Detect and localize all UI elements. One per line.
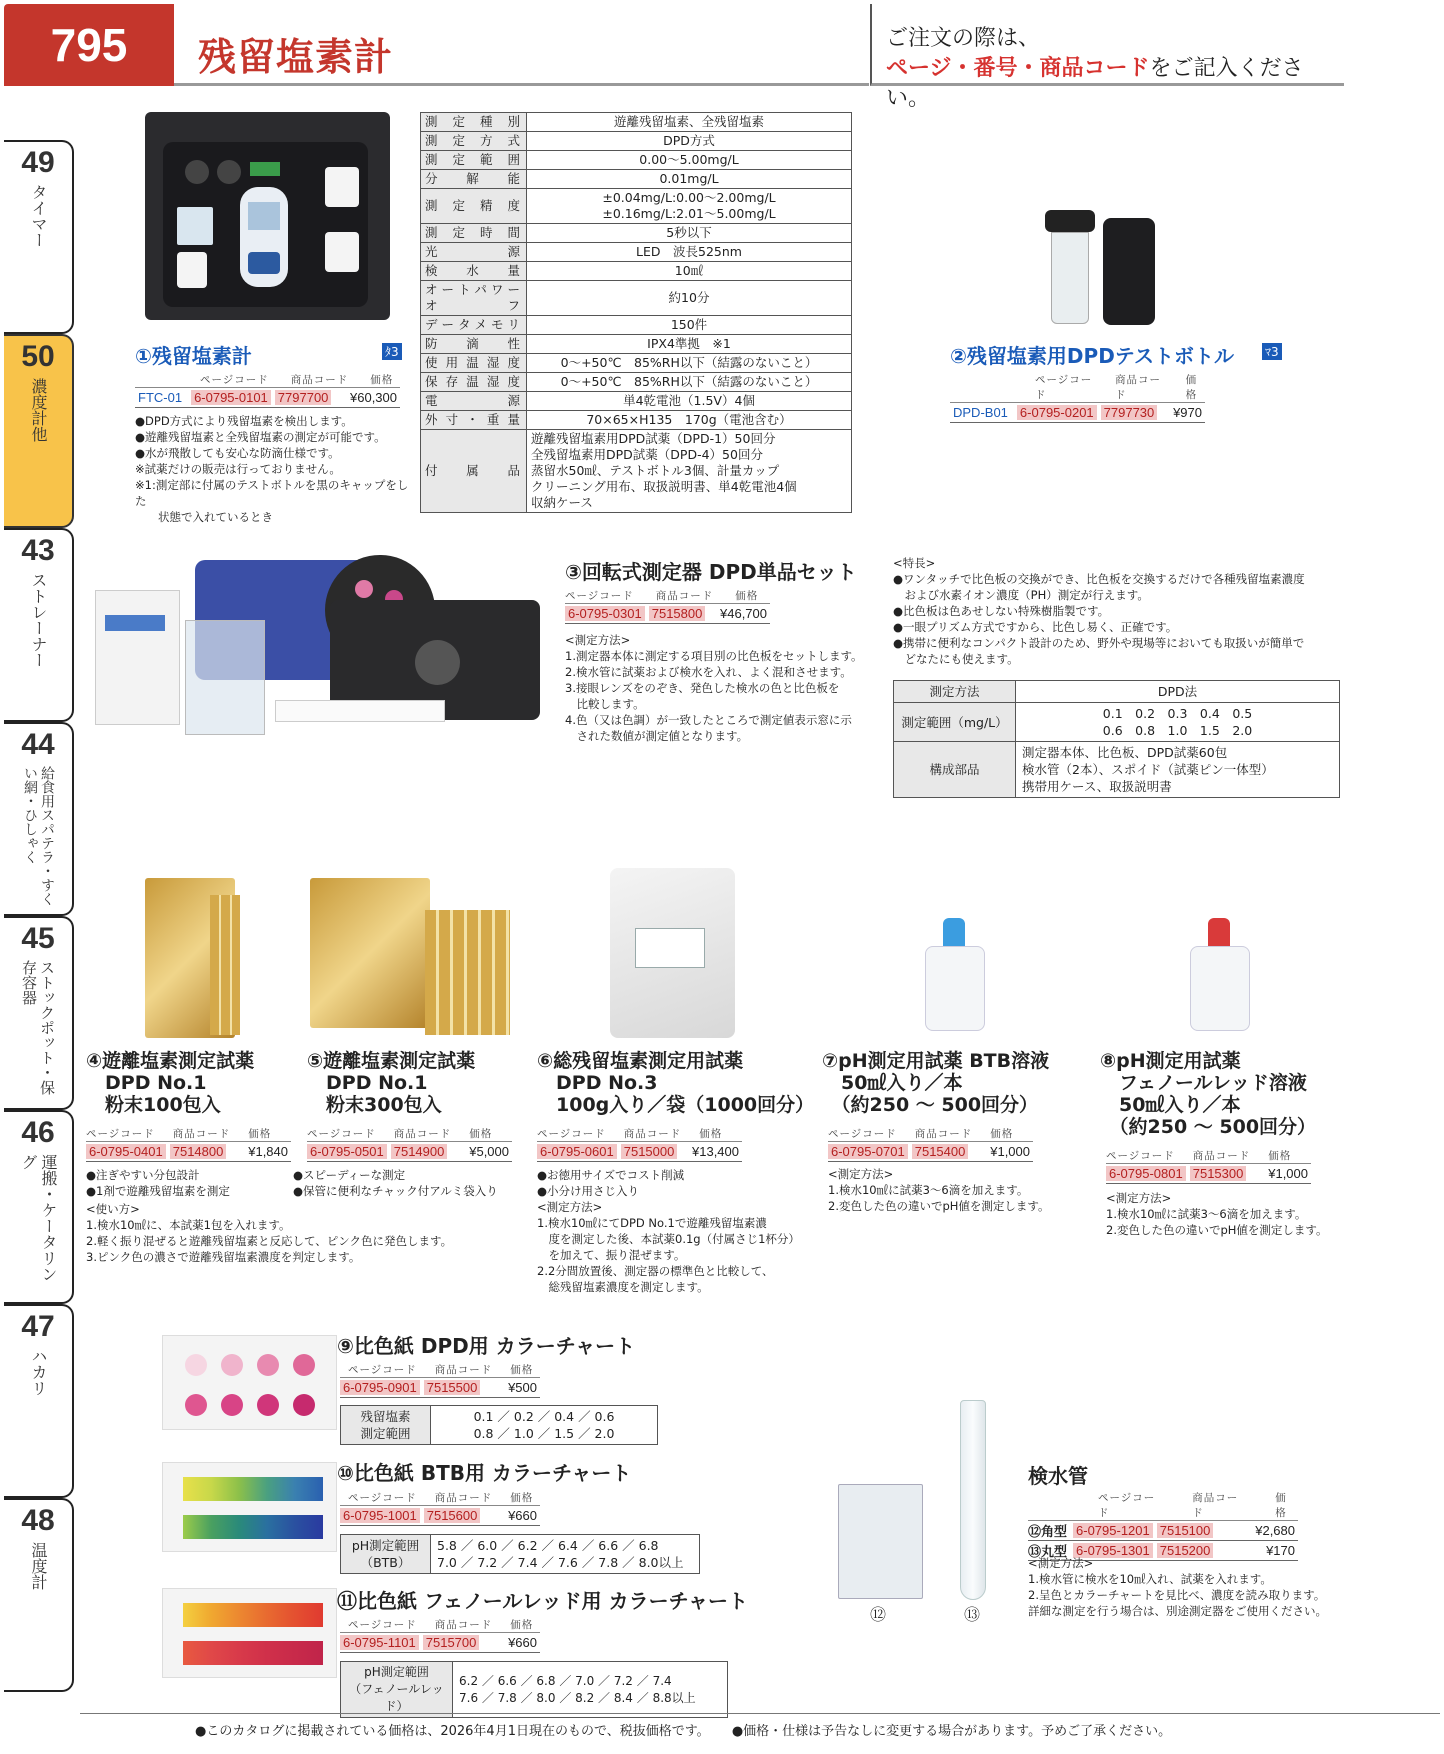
p9-val: 0.1 ／ 0.2 ／ 0.4 ／ 0.6 0.8 ／ 1.0 ／ 1.5 ／ 2.0	[431, 1406, 658, 1445]
price: ¥660	[508, 1508, 537, 1523]
spec-key: 外寸・重量	[421, 411, 527, 430]
tab-num: 50	[21, 340, 55, 373]
code-head-page: ページコード	[307, 1128, 376, 1140]
item-code: 7797730	[1101, 405, 1158, 420]
p9-key: 残留塩素 測定範囲	[341, 1406, 431, 1445]
product-12-notes: <測定方法> 1.検水管に検水を10㎖入れ、試薬を入れます。 2.呈色とカラーチャートを見比べ、濃度を読み取ります。 詳細な測定を行う場合は、別途測定器をご使用ください。	[1028, 1556, 1327, 1618]
product-12-title: 検水管	[1028, 1464, 1088, 1488]
item-code: 7515500	[424, 1380, 481, 1395]
product-3-table	[893, 680, 1340, 798]
product-image-dpd300-sticks	[425, 910, 510, 1035]
product-4-codes	[86, 1126, 291, 1162]
product-image-dpd100-sticks	[210, 895, 240, 1035]
spec-value: 5秒以下	[527, 224, 852, 243]
spec-key: オートパワーオフ	[421, 281, 527, 316]
product-1-notes: ●DPD方式により残留塩素を検出します。 ●遊離残留塩素と全残留塩素の測定が可能です。 ●水が飛散しても安心な防滴仕様です。 ※試薬だけの販売は行っておりません。 ※1:測定部に付属のテストボトルを黒のキャップをした 状態で入れているとき	[135, 414, 409, 524]
tab-label: タイマー	[29, 184, 48, 248]
code-head-page: ページコード	[1098, 1492, 1156, 1519]
page-title: 残留塩素計	[198, 35, 394, 79]
code-head-item: 商品コード	[434, 1619, 493, 1631]
code-head-item: 商品コード	[1192, 1150, 1251, 1162]
product-2-codes	[950, 372, 1205, 423]
tab-46[interactable]	[4, 1110, 74, 1304]
p10-val: 5.8 ／ 6.0 ／ 6.2 ／ 6.4 ／ 6.6 ／ 6.8 7.0 ／ 7.2 ／ 7.4 ／ 7.6 ／ 7.8 ／ 8.0以上	[431, 1535, 700, 1574]
tab-50[interactable]	[4, 334, 74, 528]
page-code: DPD-B01	[953, 405, 1008, 420]
tab-label: ストレーナー	[29, 572, 48, 668]
code-head-item: 商品コード	[393, 1128, 452, 1140]
spec-value: 0.00〜5.00mg/L	[527, 151, 852, 170]
tab-44[interactable]	[4, 722, 74, 916]
price: ¥60,300	[350, 390, 397, 405]
code-head-page: ページコード	[828, 1128, 897, 1140]
spec-key: 付属品	[421, 430, 527, 513]
spec-value: 約10分	[527, 281, 852, 316]
product-3-codes	[565, 588, 770, 624]
product-image-dpd-chart	[162, 1335, 337, 1430]
p11-val: 6.2 ／ 6.6 ／ 6.8 ／ 7.0 ／ 7.2 ／ 7.4 7.6 ／ 7.8 ／ 8.0 ／ 8.2 ／ 8.4 ／ 8.8以上	[453, 1662, 728, 1718]
product-6-codes	[537, 1126, 742, 1162]
product-image-phenol-chart	[162, 1588, 337, 1678]
price: ¥13,400	[692, 1144, 739, 1159]
item-code: 7515300	[1190, 1166, 1247, 1181]
spec-value: 0〜+50℃ 85%RH以下（結露のないこと）	[527, 354, 852, 373]
product-45-usage: <使い方> 1.検水10㎖に、本試薬1包を入れます。 2.軽く振り混ぜると遊離残留塩素と反応して、ピンク色に発色します。 3.ピンク色の濃さで遊離残留塩素濃度を判定します。	[86, 1202, 453, 1264]
product-12-codes	[1028, 1490, 1298, 1561]
spec-key: 使用温湿度	[421, 354, 527, 373]
product-image-dpd300	[310, 878, 430, 1028]
spec-value: 150件	[527, 316, 852, 335]
spec-key: 測定精度	[421, 189, 527, 224]
product-2-tag: ﾏ3	[1262, 343, 1282, 360]
spec-row	[421, 189, 852, 224]
page-number: 795	[4, 4, 174, 86]
code-head-page: ページコード	[1035, 374, 1093, 401]
spec-value: IPX4準拠 ※1	[527, 335, 852, 354]
spec-row	[421, 411, 852, 430]
product-3-features: <特長> ●ワンタッチで比色板の交換ができ、比色板を交換するだけで各種残留塩素濃度 および水素イオン濃度（PH）測定が行えます。 ●比色板は色あせしない特殊樹脂製です。 ●一眼プリズム方式ですから、比色し易く、正確です。 ●携帯に便利なコンパクト設計のため、野外や現場等においても取扱いが簡単で どなたにも使えます。	[893, 556, 1305, 666]
price: ¥660	[508, 1635, 537, 1650]
p11-key: pH測定範囲 （フェノールレッド）	[341, 1662, 453, 1718]
code-head-price: 価格	[1275, 1492, 1287, 1519]
spec-key: 光源	[421, 243, 527, 262]
t-method-val: DPD法	[1016, 681, 1340, 703]
spec-row	[421, 243, 852, 262]
product-image-chlorine-meter	[145, 112, 390, 320]
product-8-title: ⑧pH測定用試薬 フェノールレッド溶液 50㎖入り／本 （約250 〜 500回分）	[1100, 1050, 1317, 1138]
tab-label: 温度計	[29, 1542, 48, 1590]
t-method-key: 測定方法	[894, 681, 1016, 703]
tab-num: 44	[21, 728, 55, 761]
code-head-page: ページコード	[348, 1364, 417, 1376]
code-head-price: 価格	[248, 1128, 272, 1140]
price: ¥170	[1266, 1543, 1295, 1558]
tab-label: 濃度計他	[29, 378, 48, 442]
product-3-method: <測定方法> 1.測定器本体に測定する項目別の比色板をセットします。 2.検水管に試薬および検水を入れ、よく混和させます。 3.接眼レンズをのぞき、発色した検水の色と比色板を 比較します。 4.色（又は色調）が一致したところで測定値表示窓に示 された数値が測定値となります。	[565, 633, 863, 743]
code-head-item: 商品コード	[172, 1128, 231, 1140]
catalog-code: 6-0795-0601	[537, 1144, 617, 1159]
footer	[80, 1713, 1440, 1739]
spec-row	[421, 354, 852, 373]
product-image-rotary-tester	[95, 520, 550, 750]
catalog-code: 6-0795-0801	[1106, 1166, 1186, 1181]
code-head-item: 商品コード	[655, 590, 714, 602]
price: ¥1,000	[990, 1144, 1030, 1159]
tab-num: 46	[21, 1116, 55, 1149]
code-head-page: ページコード	[86, 1128, 155, 1140]
catalog-code: 6-0795-0201	[1017, 405, 1097, 420]
product-11-codes	[340, 1617, 540, 1653]
product-5-title: ⑤遊離塩素測定試薬 DPD No.1 粉末300包入	[307, 1050, 476, 1116]
order-notice	[870, 4, 1344, 111]
code-head-page: ページコード	[348, 1619, 417, 1631]
spec-key: 保存温湿度	[421, 373, 527, 392]
product-image-btb-chart	[162, 1462, 337, 1552]
product-3-title: ③回転式測定器 DPD単品セット	[565, 560, 857, 584]
spec-row	[421, 335, 852, 354]
catalog-code: 6-0795-1001	[340, 1508, 420, 1523]
code-head-item: 商品コード	[434, 1364, 493, 1376]
catalog-code: 6-0795-0501	[307, 1144, 387, 1159]
tab-num: 47	[21, 1310, 55, 1343]
tab-label: 給食用スパテラ・すくい網・ひしゃく	[22, 766, 55, 906]
code-head-price: 価格	[1185, 374, 1198, 401]
code-head-item: 商品コード	[1115, 374, 1162, 401]
price: ¥5,000	[469, 1144, 509, 1159]
spec-value: 遊離残留塩素用DPD試薬（DPD-1）50回分 全残留塩素用DPD試薬（DPD-4）50回分 蒸留水50㎖、テストボトル3個、計量カップ クリーニング用布、取扱説明書、単4乾電池4個 収納ケース	[527, 430, 852, 513]
spec-value: 0〜+50℃ 85%RH以下（結露のないこと）	[527, 373, 852, 392]
product-7-title: ⑦pH測定用試薬 BTB溶液 50㎖入り／本 （約250 〜 500回分）	[822, 1050, 1050, 1116]
t-range-key: 測定範囲（mg/L）	[894, 703, 1016, 742]
product-4-title: ④遊離塩素測定試薬 DPD No.1 粉末100包入	[86, 1050, 255, 1116]
catalog-code: 6-0795-1201	[1073, 1523, 1153, 1538]
t-range-val: 0.1 0.2 0.3 0.4 0.5 0.6 0.8 1.0 1.5 2.0	[1016, 703, 1340, 742]
item-code: 7797700	[275, 390, 332, 405]
product-10-table	[340, 1534, 700, 1574]
code-head-item: 商品コード	[914, 1128, 973, 1140]
spec-value: 0.01mg/L	[527, 170, 852, 189]
spec-row	[421, 132, 852, 151]
code-head-price: 価格	[469, 1128, 493, 1140]
notice-red: ページ・番号・商品コード	[886, 56, 1150, 81]
tab-num: 45	[21, 922, 55, 955]
product-2-title: ②残留塩素用DPDテストボトル	[950, 344, 1234, 368]
tab-43[interactable]	[4, 528, 74, 722]
product-8-codes	[1106, 1148, 1311, 1184]
product-5-codes	[307, 1126, 512, 1162]
spec-value: DPD方式	[527, 132, 852, 151]
catalog-code: 6-0795-1301	[1073, 1543, 1153, 1558]
product-10-title: ⑩比色紙 BTB用 カラーチャート	[337, 1461, 632, 1485]
code-head-price: 価格	[510, 1492, 534, 1504]
product-4-notes: ●注ぎやすい分包設計 ●1剤で遊離残留塩素を測定	[86, 1168, 230, 1198]
catalog-code: 6-0795-0701	[828, 1144, 908, 1159]
spec-table	[420, 112, 852, 513]
product-11-title: ⑪比色紙 フェノールレッド用 カラーチャート	[337, 1589, 749, 1613]
spec-row	[421, 262, 852, 281]
spec-row	[421, 392, 852, 411]
spec-key: 測定時間	[421, 224, 527, 243]
item-code: 7515100	[1157, 1523, 1214, 1538]
product-image-phenol-bottle	[1190, 918, 1250, 1033]
code-head-price: 価格	[1268, 1150, 1292, 1162]
spec-row	[421, 316, 852, 335]
spec-key: 電源	[421, 392, 527, 411]
tab-label: ハカリ	[29, 1348, 48, 1396]
code-head-page: ページコード	[348, 1492, 417, 1504]
spec-key: 測定範囲	[421, 151, 527, 170]
tab-48[interactable]	[4, 1498, 74, 1692]
item-code: 7514800	[170, 1144, 227, 1159]
tab-45[interactable]	[4, 916, 74, 1110]
tab-num: 49	[21, 146, 55, 179]
tab-num: 48	[21, 1504, 55, 1537]
product-9-title: ⑨比色紙 DPD用 カラーチャート	[337, 1334, 636, 1358]
item-code: 7515000	[621, 1144, 678, 1159]
item-code: 7515400	[912, 1144, 969, 1159]
code-head-item: 商品コード	[290, 374, 349, 386]
page-code: FTC-01	[138, 390, 183, 405]
product-6-title: ⑥総残留塩素測定用試薬 DPD No.3 100g入り／袋（1000回分）	[537, 1050, 815, 1116]
code-head-price: 価格	[990, 1128, 1014, 1140]
code-head-page: ページコード	[537, 1128, 606, 1140]
code-head-price: 価格	[370, 374, 394, 386]
mark-13: ⑬	[964, 1605, 981, 1624]
code-head-page: ページコード	[565, 590, 634, 602]
spec-row	[421, 430, 852, 513]
item-code: 7514900	[391, 1144, 448, 1159]
spec-value: 遊離残留塩素、全残留塩素	[527, 113, 852, 132]
item-code: 7515200	[1157, 1543, 1214, 1558]
product-image-round-tube	[960, 1400, 986, 1600]
tab-label: ストックポット・保存容器	[20, 960, 56, 1095]
product-1-tag: ﾀ3	[382, 343, 402, 360]
t-parts-key: 構成部品	[894, 742, 1016, 798]
spec-value: ±0.04mg/L:0.00〜2.00mg/L ±0.16mg/L:2.01〜5.00mg/L	[527, 189, 852, 224]
product-6-notes: ●お徳用サイズでコスト削減 ●小分け用さじ入り <測定方法> 1.検水10㎖にてDPD No.1で遊離残留塩素濃 度を測定した後、本試薬0.1g（付属さじ1杯分） を加えて、振り混ぜます。 2.2分間放置後、測定器の標準色と比較して、 総残留塩素濃度を測定します。	[537, 1168, 800, 1294]
p10-key: pH測定範囲 （BTB）	[341, 1535, 431, 1574]
product-9-codes	[340, 1362, 540, 1398]
spec-row	[421, 151, 852, 170]
code-head-price: 価格	[510, 1619, 534, 1631]
catalog-code: 6-0795-0101	[191, 390, 271, 405]
product-image-btb-bottle	[925, 918, 985, 1033]
tab-label: 運搬・ケータリング	[19, 1154, 58, 1282]
product-9-table	[340, 1405, 658, 1445]
row-label: ⑬丸型	[1028, 1545, 1068, 1560]
code-head-item: 商品コード	[434, 1492, 493, 1504]
price: ¥1,000	[1268, 1166, 1308, 1181]
product-7-notes: <測定方法> 1.検水10㎖に試薬3〜6滴を加えます。 2.変色した色の違いでpH値を測定します。	[828, 1167, 1050, 1213]
code-head-price: 価格	[735, 590, 759, 602]
product-8-notes: <測定方法> 1.検水10㎖に試薬3〜6滴を加えます。 2.変色した色の違いでpH値を測定します。	[1106, 1191, 1328, 1237]
spec-value: 70×65×H135 170g（電池含む）	[527, 411, 852, 430]
spec-key: 測定方式	[421, 132, 527, 151]
spec-key: 防滴性	[421, 335, 527, 354]
notice-line1: ご注文の際は、	[886, 26, 1041, 51]
spec-key: データメモリ	[421, 316, 527, 335]
spec-key: 分解能	[421, 170, 527, 189]
spec-key: 検水量	[421, 262, 527, 281]
spec-row	[421, 373, 852, 392]
spec-value: 単4乾電池（1.5V）4個	[527, 392, 852, 411]
row-label: ⑫角型	[1028, 1525, 1068, 1540]
spec-key: 測定種別	[421, 113, 527, 132]
product-image-square-tube	[838, 1484, 923, 1599]
catalog-code: 6-0795-0301	[565, 606, 645, 621]
product-1-codes	[135, 372, 400, 408]
item-code: 7515600	[424, 1508, 481, 1523]
code-head-item: 商品コード	[1192, 1492, 1239, 1519]
tab-49[interactable]	[4, 140, 74, 334]
spec-row	[421, 224, 852, 243]
product-7-codes	[828, 1126, 1033, 1162]
catalog-code: 6-0795-1101	[340, 1635, 419, 1650]
t-parts-val: 測定器本体、比色板、DPD試薬60包 検水管（2本）、スポイド（試薬ピン一体型） 携帯用ケース、取扱説明書	[1016, 742, 1340, 798]
footer-left: ●このカタログに掲載されている価格は、2026年4月1日現在のもので、税抜価格です。	[195, 1724, 710, 1739]
spec-row	[421, 113, 852, 132]
code-head-page: ページコード	[1106, 1150, 1175, 1162]
mark-12: ⑫	[870, 1605, 887, 1624]
product-10-codes	[340, 1490, 540, 1526]
footer-right: ●価格・仕様は予告なしに変更する場合があります。予めご了承ください。	[731, 1724, 1172, 1739]
code-head-page: ページコード	[200, 374, 269, 386]
product-11-table	[340, 1661, 728, 1718]
product-5-notes: ●スピーディーな測定 ●保管に便利なチャック付アルミ袋入り	[293, 1168, 498, 1198]
price: ¥970	[1173, 405, 1202, 420]
price: ¥46,700	[720, 606, 767, 621]
catalog-code: 6-0795-0401	[86, 1144, 166, 1159]
spec-row	[421, 281, 852, 316]
product-1-title: ①残留塩素計	[135, 344, 252, 368]
price: ¥500	[508, 1380, 537, 1395]
spec-value: LED 波長525nm	[527, 243, 852, 262]
code-head-price: 価格	[510, 1364, 534, 1376]
catalog-code: 6-0795-0901	[340, 1380, 420, 1395]
code-head-item: 商品コード	[623, 1128, 682, 1140]
tab-num: 43	[21, 534, 55, 567]
code-head-price: 価格	[699, 1128, 723, 1140]
spec-value: 10㎖	[527, 262, 852, 281]
price: ¥1,840	[248, 1144, 288, 1159]
item-code: 7515800	[649, 606, 706, 621]
product-image-dpd3-pouch	[610, 868, 735, 1038]
item-code: 7515700	[423, 1635, 480, 1650]
tab-47[interactable]	[4, 1304, 74, 1498]
price: ¥2,680	[1255, 1523, 1295, 1538]
notice-tail: をご記入ください。	[886, 56, 1304, 111]
product-image-test-bottle	[1045, 210, 1165, 325]
spec-row	[421, 170, 852, 189]
